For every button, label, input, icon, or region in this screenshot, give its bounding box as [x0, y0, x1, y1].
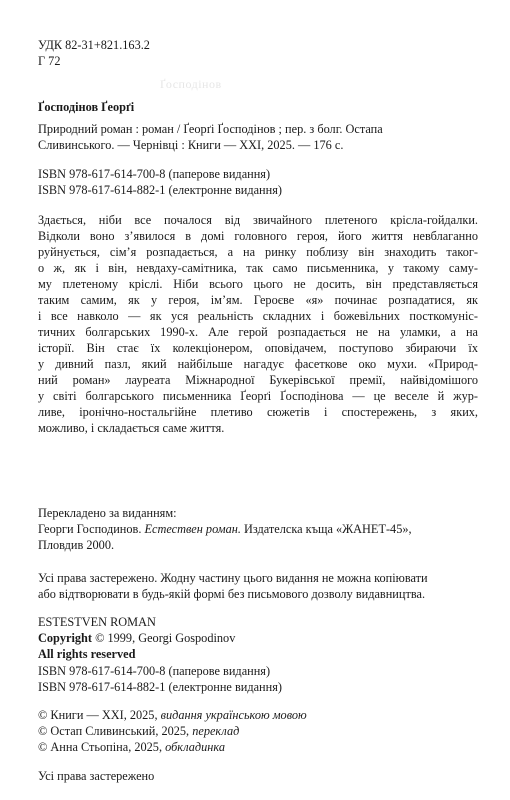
original-publisher: Издателска къща «ЖАНЕТ-45»,: [244, 522, 412, 536]
annotation-line: о ж, як і він, невдаху-самітника, так само письменника, у такому саму-: [38, 261, 478, 275]
rights-short-line: Усі права застережено: [38, 769, 155, 783]
rights-short: [38, 768, 154, 784]
annotation-line: у дивний пазл, який найбільше нагадує фасеткове око мухи. «Природ-: [38, 357, 478, 371]
udk-code: УДК 82-31+821.163.2: [38, 38, 150, 52]
credit-line: [38, 707, 307, 723]
catalog-record: [38, 99, 134, 115]
isbn-line: ISBN 978-617-614-700-8 (паперове видання): [38, 167, 271, 181]
credit-prefix: © Анна Стьопіна, 2025,: [38, 740, 163, 754]
annotation-line: таким самим, як у героя, ім’ям. Героєве «я» починає розпадатися, як: [38, 293, 478, 307]
original-copyright: [38, 614, 235, 662]
original-title-latin: ESTESTVEN ROMAN: [38, 615, 156, 629]
annotation-line: історії. Він стає їх колекціонером, оповідачем, поступово збираючи їх: [38, 341, 478, 355]
isbn-line: ISBN 978-617-614-882-1 (електронне видання): [38, 183, 282, 197]
annotation-line: Здається, ніби все почалося від звичайного плетеного крісла-гойдалки.: [38, 213, 478, 227]
annotation-line: ливе, іронічно-ностальгійне плетиво сюжетів і спостережень, з яких,: [38, 405, 478, 419]
original-title: Естествен роман.: [144, 522, 241, 536]
credit-line: [38, 739, 307, 755]
original-author: Георги Господинов.: [38, 522, 142, 536]
rights-notice: [38, 570, 428, 602]
translated-from-label: Перекладено за виданням:: [38, 506, 177, 520]
credit-note: переклад: [192, 724, 240, 738]
credit-prefix: © Остап Сливинський, 2025,: [38, 724, 190, 738]
credit-note: обкладинка: [165, 740, 225, 754]
isbn-list-bottom: [38, 663, 282, 695]
annotation-line: руйнується, сім’я розпадається, а на ринку поблизу він знаходить таког-: [38, 245, 478, 259]
translated-from: [38, 505, 412, 553]
annotation-line: ний роман» лауреата Міжнародної Букерівської премії, найвідомішого: [38, 373, 478, 387]
catalog-line: Природний роман : роман / Ґеорґі Ґосподінов ; пер. з болг. Остапа: [38, 122, 383, 136]
bleed-through-text: Ґосподінов: [160, 77, 222, 91]
credit-prefix: © Книги — ХХІ, 2025,: [38, 708, 158, 722]
isbn-line: ISBN 978-617-614-700-8 (паперове видання): [38, 664, 271, 678]
annotation-line: Відколи воно з’явилося в домі головного героя, його життя невблаганно: [38, 229, 478, 243]
catalog-description: [38, 121, 383, 153]
credit-line: [38, 723, 307, 739]
annotation: [38, 212, 478, 436]
bbk-code: Г 72: [38, 54, 61, 68]
rights-line: або відтворювати в будь-якій формі без письмового дозволу видавництва.: [38, 587, 426, 601]
copyright-label: Copyright: [38, 631, 92, 645]
original-city-year: Пловдив 2000.: [38, 538, 115, 552]
annotation-line: і все навколо — як уся реальність складних і божевільних посткомуніс-: [38, 309, 478, 323]
annotation-line: тичних болгарських 1990-х. Але герой розпадається не на уламки, а на: [38, 325, 478, 339]
classification-codes: [38, 37, 150, 69]
catalog-line: Сливинського. — Чернівці : Книги — ХХІ, 2025. — 176 с.: [38, 138, 344, 152]
original-edition: [38, 521, 412, 537]
copyright-line: [38, 630, 235, 646]
credit-note: видання українською мовою: [160, 708, 307, 722]
rights-line: Усі права застережено. Жодну частину цього видання не можна копіювати: [38, 571, 428, 585]
annotation-line: у світі болгарського письменника Ґеорґі Ґосподінова — це веселе й жур-: [38, 389, 478, 403]
isbn-list-top: [38, 166, 282, 198]
credits: [38, 707, 307, 755]
annotation-line: му плетеному кріслі. Ніби всього цього не досить, він представляється: [38, 277, 478, 291]
copyright-text: © 1999, Georgi Gospodinov: [95, 631, 236, 645]
author-heading: Ґосподінов Ґеорґі: [38, 100, 135, 114]
all-rights-reserved: All rights reserved: [38, 647, 136, 661]
annotation-line: можливо, і складається саме життя.: [38, 421, 225, 435]
isbn-line: ISBN 978-617-614-882-1 (електронне видання): [38, 680, 282, 694]
